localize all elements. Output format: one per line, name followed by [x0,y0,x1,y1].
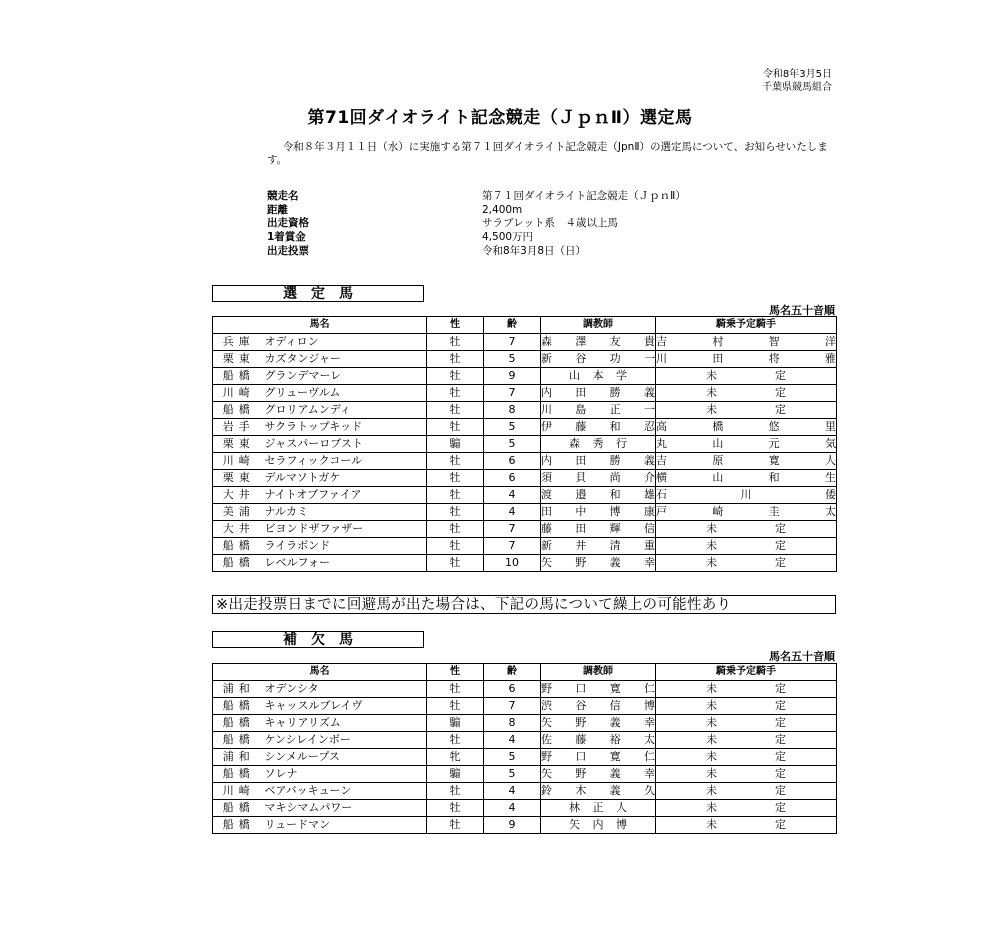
race-info-value: 第７１回ダイオライト記念競走（ＪｐｎⅡ） [482,190,686,202]
col-sex: 性 [427,664,484,681]
horse-location: 大井 [213,487,265,504]
horse-sex: 牡 [427,732,484,749]
horse-location: 大井 [213,521,265,538]
race-info-row [267,217,832,231]
horse-sex: 牡 [427,453,484,470]
horse-name: ナルカミ [265,504,427,521]
horse-name: ベアバッキューン [265,783,427,800]
table-row [213,521,837,538]
horse-location: 船橋 [213,698,265,715]
horse-trainer: 野口寛仁 [541,681,656,698]
horse-jockey: 未定 [656,749,837,766]
horse-location: 栗東 [213,351,265,368]
horse-sex: 牡 [427,521,484,538]
horse-name: グリューヴルム [265,385,427,402]
table-row [213,368,837,385]
horse-trainer: 佐藤裕太 [541,732,656,749]
horse-sex: 牡 [427,538,484,555]
horse-trainer: 野口寛仁 [541,749,656,766]
horse-trainer: 渋谷信博 [541,698,656,715]
horse-sex: 牡 [427,419,484,436]
table-row [213,419,837,436]
horse-jockey: 未定 [656,555,837,572]
reserve-heading: 補欠馬 [212,631,424,648]
col-jockey: 騎乗予定騎手 [656,317,837,334]
horse-trainer: 田中博康 [541,504,656,521]
horse-location: 船橋 [213,368,265,385]
horse-location: 船橋 [213,732,265,749]
col-name: 馬名 [213,317,427,334]
horse-name: オデンシタ [265,681,427,698]
horse-age: 9 [484,368,541,385]
table-row [213,698,837,715]
table-header [213,317,837,334]
horse-age: 5 [484,419,541,436]
horse-name: レベルフォー [265,555,427,572]
horse-age: 6 [484,681,541,698]
horse-trainer: 山本学 [541,368,656,385]
horse-sex: 牝 [427,749,484,766]
col-jockey: 騎乗予定騎手 [656,664,837,681]
horse-jockey: 石川倭 [656,487,837,504]
horse-sex: 牡 [427,817,484,834]
table-row [213,453,837,470]
horse-name: グランデマーレ [265,368,427,385]
horse-age: 10 [484,555,541,572]
horse-trainer: 内田勝義 [541,385,656,402]
issuer-org: 千葉県競馬組合 [762,82,832,93]
horse-jockey: 未定 [656,732,837,749]
selected-horses-table [212,316,837,572]
horse-trainer: 川島正一 [541,402,656,419]
horse-location: 船橋 [213,817,265,834]
horse-name: ナイトオブファイア [265,487,427,504]
table-row [213,436,837,453]
selected-heading: 選定馬 [212,285,424,302]
selected-order-note: 馬名五十音順 [769,304,835,317]
horse-name: ビヨンドザファザー [265,521,427,538]
horse-age: 5 [484,436,541,453]
race-info-row [267,245,832,259]
table-row [213,351,837,368]
race-info-label: 距離 [267,203,288,216]
horse-name: ジャスパーロブスト [265,436,427,453]
horse-location: 川崎 [213,385,265,402]
horse-sex: 牡 [427,368,484,385]
horse-age: 8 [484,715,541,732]
horse-jockey: 未定 [656,538,837,555]
table-row [213,817,837,834]
horse-jockey: 未定 [656,783,837,800]
horse-location: 船橋 [213,555,265,572]
race-info-label: 出走資格 [267,217,309,230]
horse-name: シンメループス [265,749,427,766]
horse-location: 浦和 [213,749,265,766]
horse-jockey: 未定 [656,800,837,817]
horse-age: 7 [484,521,541,538]
horse-trainer: 矢内博 [541,817,656,834]
col-age: 齢 [484,664,541,681]
horse-age: 6 [484,470,541,487]
horse-trainer: 須貝尚介 [541,470,656,487]
horse-age: 4 [484,504,541,521]
horse-trainer: 藤田輝信 [541,521,656,538]
table-row [213,487,837,504]
horse-jockey: 横山和生 [656,470,837,487]
horse-jockey: 未定 [656,385,837,402]
horse-sex: 騸 [427,766,484,783]
warning-note: ※出走投票日までに回避馬が出た場合は、下記の馬について繰上の可能性あり [212,595,836,614]
race-info [267,190,832,259]
horse-jockey: 未定 [656,368,837,385]
reserve-order-note: 馬名五十音順 [769,650,835,663]
horse-jockey: 未定 [656,681,837,698]
horse-jockey: 未定 [656,715,837,732]
horse-age: 7 [484,698,541,715]
table-row [213,402,837,419]
table-row [213,766,837,783]
horse-sex: 牡 [427,800,484,817]
horse-trainer: 矢野義幸 [541,715,656,732]
horse-sex: 牡 [427,504,484,521]
table-row [213,715,837,732]
horse-sex: 騸 [427,436,484,453]
horse-name: キャリアリズム [265,715,427,732]
table-row [213,538,837,555]
horse-name: カズタンジャー [265,351,427,368]
horse-trainer: 矢野義幸 [541,766,656,783]
table-row [213,385,837,402]
horse-jockey: 高橋悠里 [656,419,837,436]
horse-sex: 騸 [427,715,484,732]
document-title: 第71回ダイオライト記念競走（ＪｐｎⅡ）選定馬 [307,108,693,128]
horse-sex: 牡 [427,783,484,800]
table-row [213,555,837,572]
table-row [213,681,837,698]
race-info-value: 4,500万円 [482,231,534,244]
horse-jockey: 丸山元気 [656,436,837,453]
horse-age: 7 [484,538,541,555]
horse-location: 船橋 [213,715,265,732]
horse-sex: 牡 [427,555,484,572]
horse-age: 9 [484,817,541,834]
horse-age: 6 [484,453,541,470]
horse-name: キャッスルブレイヴ [265,698,427,715]
col-trainer: 調教師 [541,317,656,334]
horse-name: サクラトップキッド [265,419,427,436]
horse-location: 美浦 [213,504,265,521]
horse-location: 川崎 [213,453,265,470]
horse-name: マキシマムパワー [265,800,427,817]
table-row [213,800,837,817]
horse-jockey: 吉原寛人 [656,453,837,470]
horse-jockey: 吉村智洋 [656,334,837,351]
horse-sex: 牡 [427,487,484,504]
horse-sex: 牡 [427,385,484,402]
horse-name: リュードマン [265,817,427,834]
horse-location: 船橋 [213,538,265,555]
horse-sex: 牡 [427,698,484,715]
table-row [213,504,837,521]
horse-location: 浦和 [213,681,265,698]
col-trainer: 調教師 [541,664,656,681]
notice-text: 令和８年３月１１日（水）に実施する第７１回ダイオライト記念競走（JpnⅡ）の選定馬について、お知らせいたします。 [267,141,828,166]
horse-jockey: 未定 [656,402,837,419]
horse-age: 4 [484,783,541,800]
col-age: 齢 [484,317,541,334]
reserve-horses-table [212,663,837,834]
horse-name: デルマソトガケ [265,470,427,487]
horse-trainer: 内田勝義 [541,453,656,470]
race-info-label: 出走投票 [267,244,309,257]
horse-sex: 牡 [427,334,484,351]
horse-location: 岩手 [213,419,265,436]
horse-name: ライラボンド [265,538,427,555]
issue-date: 令和8年3月5日 [762,69,832,80]
horse-location: 栗東 [213,470,265,487]
horse-location: 川崎 [213,783,265,800]
horse-jockey: 戸崎圭太 [656,504,837,521]
horse-location: 兵庫 [213,334,265,351]
horse-jockey: 未定 [656,766,837,783]
horse-location: 栗東 [213,436,265,453]
horse-age: 5 [484,766,541,783]
horse-name: オディロン [265,334,427,351]
horse-name: ソレナ [265,766,427,783]
horse-age: 7 [484,385,541,402]
horse-trainer: 新井清重 [541,538,656,555]
race-info-value: サラブレット系 ４歳以上馬 [482,217,618,230]
horse-name: グロリアムンディ [265,402,427,419]
horse-jockey: 未定 [656,698,837,715]
table-row [213,783,837,800]
horse-location: 船橋 [213,402,265,419]
horse-jockey: 未定 [656,521,837,538]
horse-sex: 牡 [427,351,484,368]
race-info-label: 1着賞金 [267,231,306,244]
horse-trainer: 森秀行 [541,436,656,453]
horse-age: 5 [484,749,541,766]
horse-trainer: 伊藤和忍 [541,419,656,436]
horse-location: 船橋 [213,766,265,783]
race-info-row [267,204,832,218]
table-header [213,664,837,681]
horse-sex: 牡 [427,402,484,419]
table-row [213,334,837,351]
race-info-label: 競走名 [267,190,299,202]
horse-trainer: 矢野義幸 [541,555,656,572]
table-row [213,470,837,487]
race-info-row [267,231,832,245]
race-info-row [267,190,832,204]
horse-name: ケンシレインボー [265,732,427,749]
col-sex: 性 [427,317,484,334]
horse-location: 船橋 [213,800,265,817]
race-info-value: 令和8年3月8日（日） [482,244,587,257]
table-row [213,749,837,766]
horse-age: 8 [484,402,541,419]
horse-trainer: 渡邉和雄 [541,487,656,504]
horse-age: 4 [484,732,541,749]
horse-trainer: 林正人 [541,800,656,817]
horse-trainer: 新谷功一 [541,351,656,368]
horse-age: 4 [484,487,541,504]
col-name: 馬名 [213,664,427,681]
horse-sex: 牡 [427,470,484,487]
race-info-value: 2,400m [482,203,523,216]
horse-trainer: 鈴木義久 [541,783,656,800]
horse-age: 7 [484,334,541,351]
horse-age: 4 [484,800,541,817]
horse-age: 5 [484,351,541,368]
horse-name: セラフィックコール [265,453,427,470]
horse-jockey: 未定 [656,817,837,834]
horse-sex: 牡 [427,681,484,698]
issuer-block [762,68,832,94]
table-row [213,732,837,749]
horse-jockey: 川田将雅 [656,351,837,368]
horse-trainer: 森澤友貴 [541,334,656,351]
